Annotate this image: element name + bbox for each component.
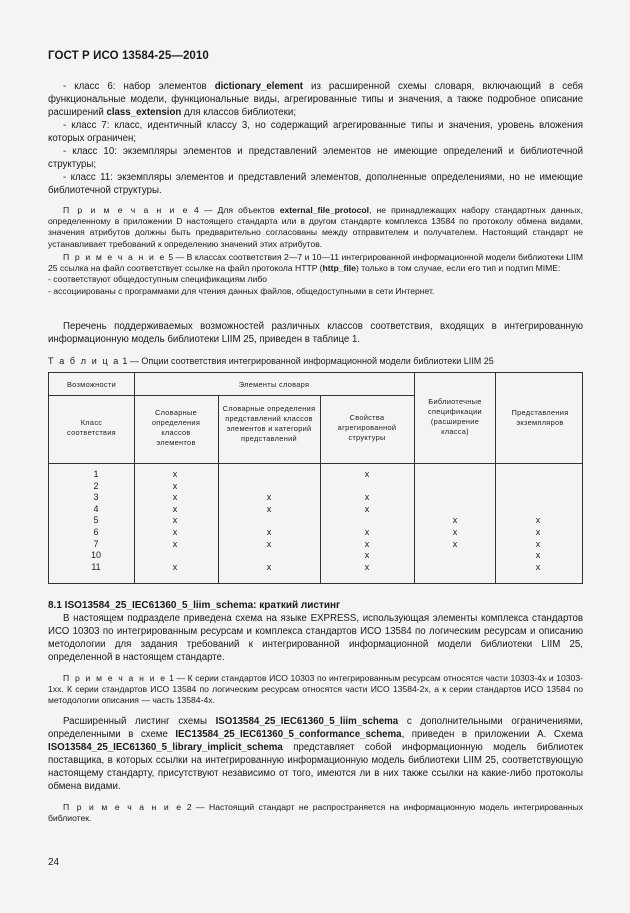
header-instance-reps: Представления экземпляров bbox=[511, 408, 569, 427]
table-cell-mark: x bbox=[172, 515, 178, 526]
table-cell-mark: x bbox=[364, 469, 370, 479]
table-cell-mark: x bbox=[535, 561, 541, 572]
section-paragraph-1: В настоящем подразделе приведена схема на языке EXPRESS, использующая элементы комплекса стандартов ИСО 10303 по интегрированным ресурсам и комплекса стандартов ИСО 13584 по логическим ресурсам и описанию методологии для задания требований к интегрированной информационной модели библиотеки LIIM 25, определенной в настоящем стандарте. bbox=[48, 613, 583, 663]
table-cell-mark: x bbox=[452, 538, 458, 549]
table-cell-mark: x bbox=[172, 469, 178, 479]
table-cell-class: 11 bbox=[91, 561, 101, 572]
table-cell-mark: x bbox=[364, 550, 370, 561]
table-cell-mark: x bbox=[452, 527, 458, 537]
table-cell-mark: x bbox=[535, 527, 541, 537]
table-cell-mark: x bbox=[172, 538, 178, 549]
class-11-item: - класс 11: экземпляры элементов и представлений элементов, дополненные определениями, но не имеющие библиотечной структуры. bbox=[48, 172, 583, 196]
table-cell-mark: x bbox=[535, 550, 541, 561]
table-cell-mark: x bbox=[452, 515, 458, 526]
table-cell-class: 4 bbox=[93, 503, 99, 514]
note-4: П р и м е ч а н и е 4 — Для объектов external_file_protocol, не принадлежащих набору стандартных данных, определенному в приложении D настоящего стандарта или в другом стандарте комплекса 13584 по протоколу обмена видами, значения атрибутов должны быть предварительно согласованы между отправителем и получателем. Настоящий стандарт не устанавливает требований к определению значений этих атрибутов. bbox=[48, 205, 583, 249]
table-cell-class: 3 bbox=[93, 492, 99, 503]
table-cell-class: 7 bbox=[93, 538, 99, 549]
section-paragraph-2: Расширенный листинг схемы ISO13584_25_IEC61360_5_liim_schema с дополнительными ограничениями, определенными в схеме IEC13584_25_IEC61360_5_conformance_schema, приведен в приложении А. Схема ISO13584_25_IEC61360_5_library_implicit_schema представляет собой информационную модель библиотек поставщика, в которых ссылки на интегрированную информационную модель библиотеки LIIM 25, соответствующую настоящему стандарту, присутствуют независимо от того, имеются ли в них также ссылки на какие-либо протоколы обмена видами. bbox=[48, 716, 583, 792]
header-library-specs: Библиотечные спецификации (расширение класса) bbox=[428, 397, 482, 436]
table-cell-mark: x bbox=[172, 480, 178, 491]
table-cell-mark: x bbox=[535, 538, 541, 549]
table-cell-mark: x bbox=[364, 538, 370, 549]
class-6-item: - класс 6: набор элементов dictionary_element из расширенной схемы словаря, включающий в себя функциональные модели, функциональные виды, агрегированные типы и значения, а также подробное описание расширений class_extension для классов библиотеки; bbox=[48, 81, 583, 118]
header-dictionary-definitions-representations: Словарные определения представлений классов элементов и категорий представлений bbox=[222, 404, 316, 443]
table-cell-mark: x bbox=[266, 492, 272, 503]
table-cell-mark: x bbox=[364, 527, 370, 537]
table-cell-mark: x bbox=[364, 503, 370, 514]
table-cell-class: 1 bbox=[93, 469, 99, 479]
table-cell-mark: x bbox=[266, 561, 272, 572]
list-paragraph: Перечень поддерживаемых возможностей различных классов соответствия, входящих в интегрированную информационную модель библиотеки LIIM 25, приведен в таблице 1. bbox=[48, 321, 583, 345]
header-aggregate-properties: Свойства агрегированной структуры bbox=[337, 413, 397, 442]
header-dictionary-elements: Элементы словаря bbox=[238, 380, 310, 389]
section-note-1: П р и м е ч а н и е 1 — К серии стандартов ИСО 10303 по интегрированным ресурсам относятся части 10303-4x и 10303-1xx. К серии стандартов ИСО 13584 по логическим ресурсам относятся части ИСО 13584-2x, а к серии стандартов ИСО 13584 по методологии описания — часть 13584-4x. bbox=[48, 673, 583, 706]
table-cell-mark: x bbox=[266, 538, 272, 549]
table-cell-mark: x bbox=[266, 503, 272, 514]
section-title: 8.1 ISO13584_25_IEC61360_5_liim_schema: краткий листинг bbox=[48, 600, 341, 611]
section-note-2: П р и м е ч а н и е 2 — Настоящий стандарт не распространяется на информационную модель интегрированных библиотек. bbox=[48, 802, 583, 824]
intro-block bbox=[48, 80, 583, 197]
class-7-item: - класс 7: класс, идентичный классу 3, но содержащий агрегированные типы и значения, уровень вложения которых ограничен; bbox=[48, 120, 583, 144]
table-cell-class: 2 bbox=[93, 480, 99, 491]
header-conformance-class: Класс соответствия bbox=[67, 418, 116, 437]
table-cell-class: 10 bbox=[90, 550, 101, 561]
header-dictionary-definitions: Словарные определения классов элементов bbox=[151, 408, 201, 447]
header-capabilities: Возможности bbox=[66, 380, 117, 389]
table-cell-mark: x bbox=[364, 561, 370, 572]
class-10-item: - класс 10: экземпляры элементов и представлений элементов не имеющие определений и библиотечной структуры; bbox=[48, 146, 583, 170]
table-cell-mark: x bbox=[172, 492, 178, 503]
table-cell-mark: x bbox=[172, 561, 178, 572]
document-header: ГОСТ Р ИСО 13584-25—2010 bbox=[48, 50, 209, 62]
table-cell-class: 6 bbox=[93, 527, 99, 537]
conformance-table bbox=[48, 372, 583, 584]
table-caption: Т а б л и ц а 1 — Опции соответствия интегрированной информационной модели библиотеки LIIM 25 bbox=[48, 356, 494, 366]
table-cell-mark: x bbox=[172, 527, 178, 537]
table-cell-mark: x bbox=[172, 503, 178, 514]
table-cell-mark: x bbox=[266, 527, 272, 537]
page-number: 24 bbox=[48, 857, 60, 868]
table-cell-class: 5 bbox=[93, 515, 99, 526]
table-cell-mark: x bbox=[364, 492, 370, 503]
table-cell-mark: x bbox=[535, 515, 541, 526]
note-5: П р и м е ч а н и е 5 — В классах соответствия 2—7 и 10—11 интегрированной информационной модели библиотеки LIIM 25 ссылка на файл соответствует ссылке на файл протокола HTTP (http_file) только в том случае, если его тип и подтип MIME: - соответствуют общедоступным спецификациям либо - ассоциированы с программами для чтения данных файлов, общедоступными в сети Интернет. bbox=[48, 252, 583, 296]
